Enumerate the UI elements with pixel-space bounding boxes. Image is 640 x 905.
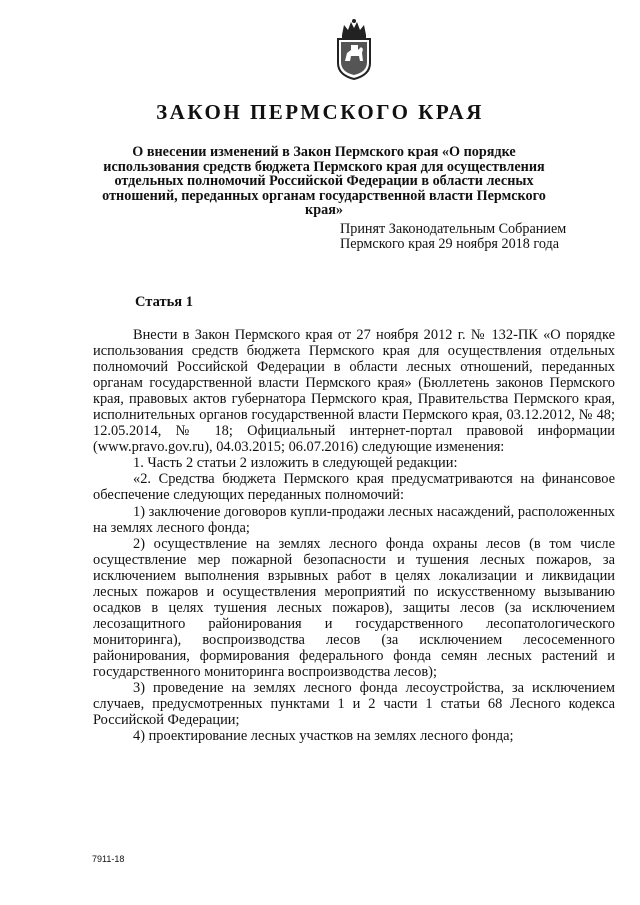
paragraph-intro: Внести в Закон Пермского края от 27 ноября 2012 г. № 132-ПК «О порядке использования средств бюджета Пермского края для осуществления отдельных полномочий Российской Федерации в области лесных отношений, переданных органам государственной власти Пермского края» (Бюллетень законов Пермского края, правовых актов губернатора Пермского края, Правительства Пермского края, исполнительных органов государственной власти Пермского края, 03.12.2012, № 48; 12.05.2014, № 18; Официальный интернет-портал правовой информации (www.pravo.gov.ru), 04.03.2015; 06.07.2016) следующие изменения: xyxy=(93,327,615,456)
document-code: 7911-18 xyxy=(92,854,125,864)
paragraph-item-1: 1. Часть 2 статьи 2 изложить в следующей редакции: xyxy=(133,455,458,472)
article-body xyxy=(93,327,615,744)
adoption-line-2: Пермского края 29 ноября 2018 года xyxy=(340,236,560,252)
law-title: ЗАКОН ПЕРМСКОГО КРАЯ xyxy=(156,100,484,124)
article-heading: Статья 1 xyxy=(135,294,193,310)
adoption-line-1: Принят Законодательным Собранием xyxy=(340,221,567,237)
paragraph-subitem-3: 3) проведение на землях лесного фонда лесоустройства, за исключением случаев, предусмотренных пунктами 1 и 2 части 1 статьи 68 Лесного кодекса Российской Федерации; xyxy=(93,680,615,729)
adoption-note xyxy=(340,222,610,252)
paragraph-subitem-4: 4) проектирование лесных участков на землях лесного фонда; xyxy=(133,728,514,745)
perm-krai-coat-of-arms-icon xyxy=(332,17,376,81)
paragraph-subitem-1: 1) заключение договоров купли-продажи лесных насаждений, расположенных на землях лесного фонда; xyxy=(93,503,615,536)
paragraph-part-2: «2. Средства бюджета Пермского края предусматриваются на финансовое обеспечение следующих переданных полномочий: xyxy=(93,471,615,504)
law-subject: О внесении изменений в Закон Пермского края «О порядке использования средств бюджета Пермского края для осуществления отдельных полномочий Российской Федерации в области лесных отношений, переданных органам государственной власти Пермского края» xyxy=(102,144,546,218)
paragraph-subitem-2: 2) осуществление на землях лесного фонда охраны лесов (в том числе осуществление мер пожарной безопасности и тушения лесных пожаров, за исключением выполнения взрывных работ в целях локализации и ликвидации лесных пожаров и осуществления мероприятий по искусственному вызыванию осадков в целях тушения лесных пожаров), защиты лесов (за исключением лесозащитного районирования и государственного лесопатологического мониторинга), воспроизводства лесов (за исключением лесосеменного районирования, формирования федерального фонда семян лесных растений и государственного мониторинга воспроизводства лесов); xyxy=(93,535,615,680)
